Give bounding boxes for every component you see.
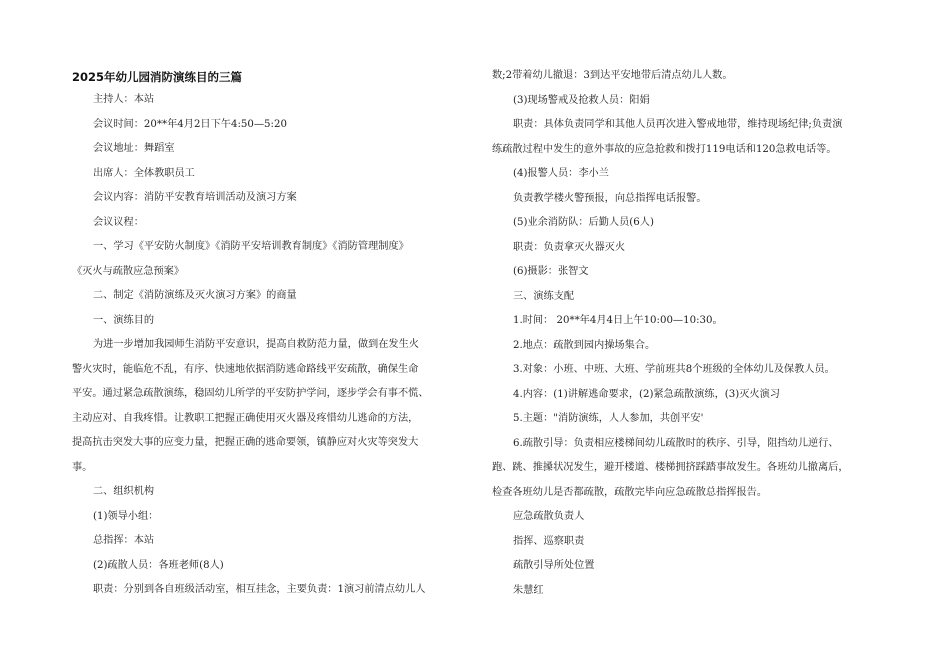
text-line: 提高抗击突发大事的应变力量，把握正确的逃命要领，镇静应对火灾等突发大 [72,437,419,448]
text-line: 负责教学楼火警预报，向总指挥电话报警。 [513,192,707,204]
text-line: (5)业余消防队：后勤人员(6人) [513,217,654,228]
text-line: 朱慧红 [513,584,544,596]
text-line: 二、制定《消防演练及灭火演习方案》的商量 [93,290,297,301]
text-line: 警火灾时，能临危不乱，有序、快速地依据消防逃命路线平安疏散，确保生命 [72,363,419,375]
text-line: 出席人：全体教职员工 [93,167,195,179]
text-line: 事。 [72,461,93,473]
text-line: (1)领导小组： [93,510,159,522]
text-line: 一、学习《平安防火制度》《消防平安培训教育制度》《消防管理制度》 [93,241,409,252]
text-line: 6.疏散引导：负责相应楼梯间幼儿疏散时的秩序、引导，阻挡幼儿逆行、 [513,437,839,449]
text-line: 会议内容：消防平安教育培训活动及演习方案 [93,192,297,203]
text-line: 主动应对、自我疼惜。让教职工把握正确使用灭火器及疼惜幼儿逃命的方法， [72,412,419,424]
text-line: 职责：分别到各自班级活动室，相互挂念，主要负责：1演习前清点幼儿人 [93,584,426,595]
text-line: 为进一步增加我园师生消防平安意识，提高自救防范力量，做到在发生火 [93,339,419,350]
text-line: 跑、跳、推搡状况发生，避开楼道、楼梯拥挤踩踏事故发生。各班幼儿撤离后， [492,462,849,473]
text-line: 三、演练支配 [513,290,575,302]
text-line: 1.时间： 20**年4月4日上午10:00—10:30。 [513,315,723,326]
text-line: 职责：负责拿灭火器灭火 [513,241,626,253]
text-line: (6)摄影：张智文 [513,266,589,277]
document-title: 2025年幼儿园消防演练目的三篇 [72,70,243,84]
text-line: 4.内容：(1)讲解逃命要求，(2)紧急疏散演练，(3)灭火演习 [513,388,780,400]
text-line: 会议地址：舞蹈室 [93,143,175,154]
text-line: 平安。通过紧急疏散演练，稳固幼儿所学的平安防护学问，逐步学会有事不慌、 [72,388,429,399]
text-line: (3)现场警戒及抢救人员：阳娟 [513,94,650,106]
text-line: (2)疏散人员：各班老师(8人) [93,559,224,571]
text-line: 二、组织机构 [93,486,155,497]
text-line: 职责：具体负责同学和其他人员再次进入警戒地带，维持现场纪律;负责演 [513,119,843,130]
right-column [492,64,882,603]
text-line: 指挥、巡察职责 [513,535,585,547]
text-line: 会议时间：20**年4月2日下午4:50—5:20 [93,118,287,130]
text-line: 5.主题："消防演练，人人参加，共创平安' [513,413,704,424]
text-line: 一、演练目的 [93,314,155,326]
text-line: 主持人：本站 [93,94,155,105]
text-line: 2.地点：疏散到园内操场集合。 [513,339,656,351]
text-line: 《灭火与疏散应急预案》 [72,265,185,277]
text-line: (4)报警人员：李小兰 [513,168,609,179]
text-line: 检查各班幼儿是否都疏散，疏散完毕向应急疏散总指挥报告。 [492,486,768,498]
text-line: 练疏散过程中发生的意外事故的应急抢救和拨打119电话和120急救电话等。 [492,143,837,155]
left-column [72,64,462,603]
text-line: 数;2带着幼儿撤退：3到达平安地带后清点幼儿人数。 [492,70,733,81]
text-line: 3.对象：小班、中班、大班、学前班共8个班级的全体幼儿及保教人员。 [513,364,835,375]
text-line: 应急疏散负责人 [513,511,585,522]
text-line: 疏散引导所处位置 [513,560,595,571]
text-line: 总指挥：本站 [93,535,155,546]
text-line: 会议议程： [93,216,144,228]
